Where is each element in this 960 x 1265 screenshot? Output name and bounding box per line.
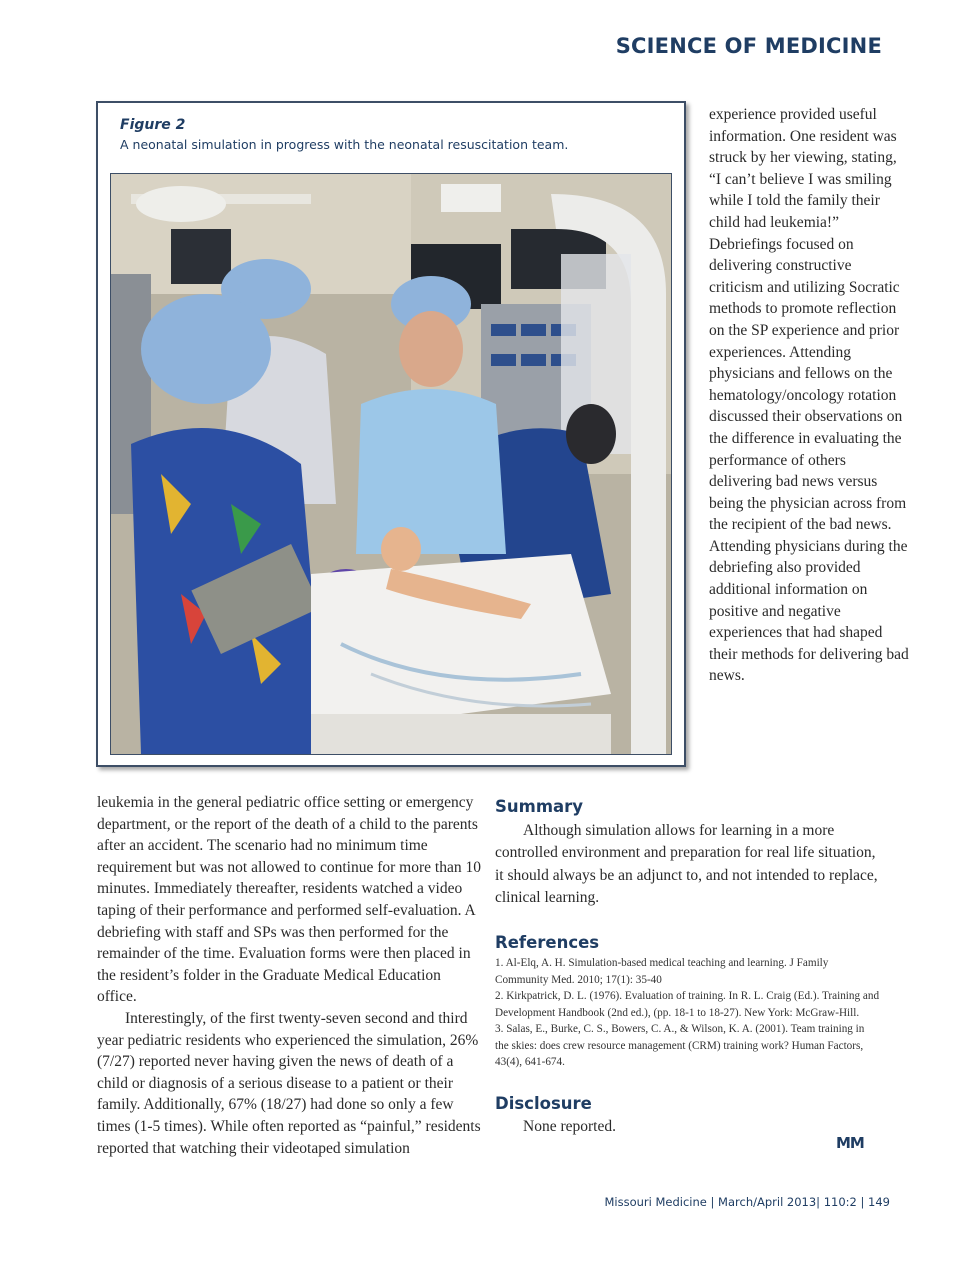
figure-box	[96, 101, 686, 767]
reference-item: 2. Kirkpatrick, D. L. (1976). Evaluation of training. In R. L. Craig (Ed.). Training and Development Handbook (2nd ed.), (pp. 18-1 to 18-27). New York: McGraw-Hill.	[495, 990, 880, 1019]
section-header: SCIENCE OF MEDICINE	[615, 34, 882, 58]
page-footer: Missouri Medicine | March/April 2013| 110:2 | 149	[604, 1195, 890, 1209]
summary-heading: Summary	[495, 797, 584, 816]
summary-text: Although simulation allows for learning in a more controlled environment and preparation for real life situation, it should always be an adjunct to, and not intended to replace, clinical learning.	[495, 821, 878, 907]
missouri-medicine-logo: MM	[836, 1134, 864, 1152]
figure-label: Figure 2	[120, 117, 186, 133]
disclosure-text: None reported.	[523, 1118, 616, 1136]
left-paragraph-2: Interestingly, of the first twenty-seven second and third year pediatric residents who experienced the simulation, 26% (7/27) reported never having given the news of death of a child or diagnosis of a serious disease to a patient or their family. Additionally, 67% (18/27) had done so only a few times (1-5 times). While often reported as “painful,” residents reported that watching their videotaped simulation	[97, 1009, 481, 1157]
reference-item: 3. Salas, E., Burke, C. S., Bowers, C. A., & Wilson, K. A. (2001). Team training in the skies: does crew resource management (CRM) training work? Human Factors, 43(4), 641-674.	[495, 1023, 865, 1069]
left-paragraph-1: leukemia in the general pediatric office setting or emergency department, or the report of the death of a child to the parents after an accident. The scenario had no minimum time requirement but was not allowed to continue for more than 10 minutes. Immediately thereafter, residents watched a video taping of their performance and performed self-evaluation. A debriefing with staff and SPs was then performed for the remainder of the time. Evaluation forms were then placed in the resident’s folder in the Graduate Medical Education office.	[97, 794, 481, 1006]
disclosure-heading: Disclosure	[495, 1093, 592, 1113]
references-heading: References	[495, 932, 600, 952]
left-column-text	[97, 792, 482, 1159]
references-list	[495, 955, 880, 1071]
figure-caption: A neonatal simulation in progress with the neonatal resuscitation team.	[120, 137, 569, 152]
neonatal-simulation-photo	[110, 173, 672, 755]
right-column-text	[709, 104, 909, 687]
right-column-paragraph: experience provided useful information. One resident was struck by her viewing, stating, “I can’t believe I was smiling while I told the family their child had leukemia!” Debriefings focused on delivering constructive criticism and utilizing Socratic methods to promote reflection on the SP experience and prior experiences. Attending physicians and fellows on the hematology/oncology rotation discussed their observations on the difference in evaluating the performance of others delivering bad news versus being the physician across from the recipient of the bad news. Attending physicians during the debriefing also provided additional information on positive and negative experiences that had shaped their methods for delivering bad news.	[709, 106, 909, 685]
summary-references-column	[495, 796, 880, 1138]
reference-item: 1. Al-Elq, A. H. Simulation-based medical teaching and learning. J Family Community Med. 2010; 17(1): 35-40	[495, 957, 829, 986]
